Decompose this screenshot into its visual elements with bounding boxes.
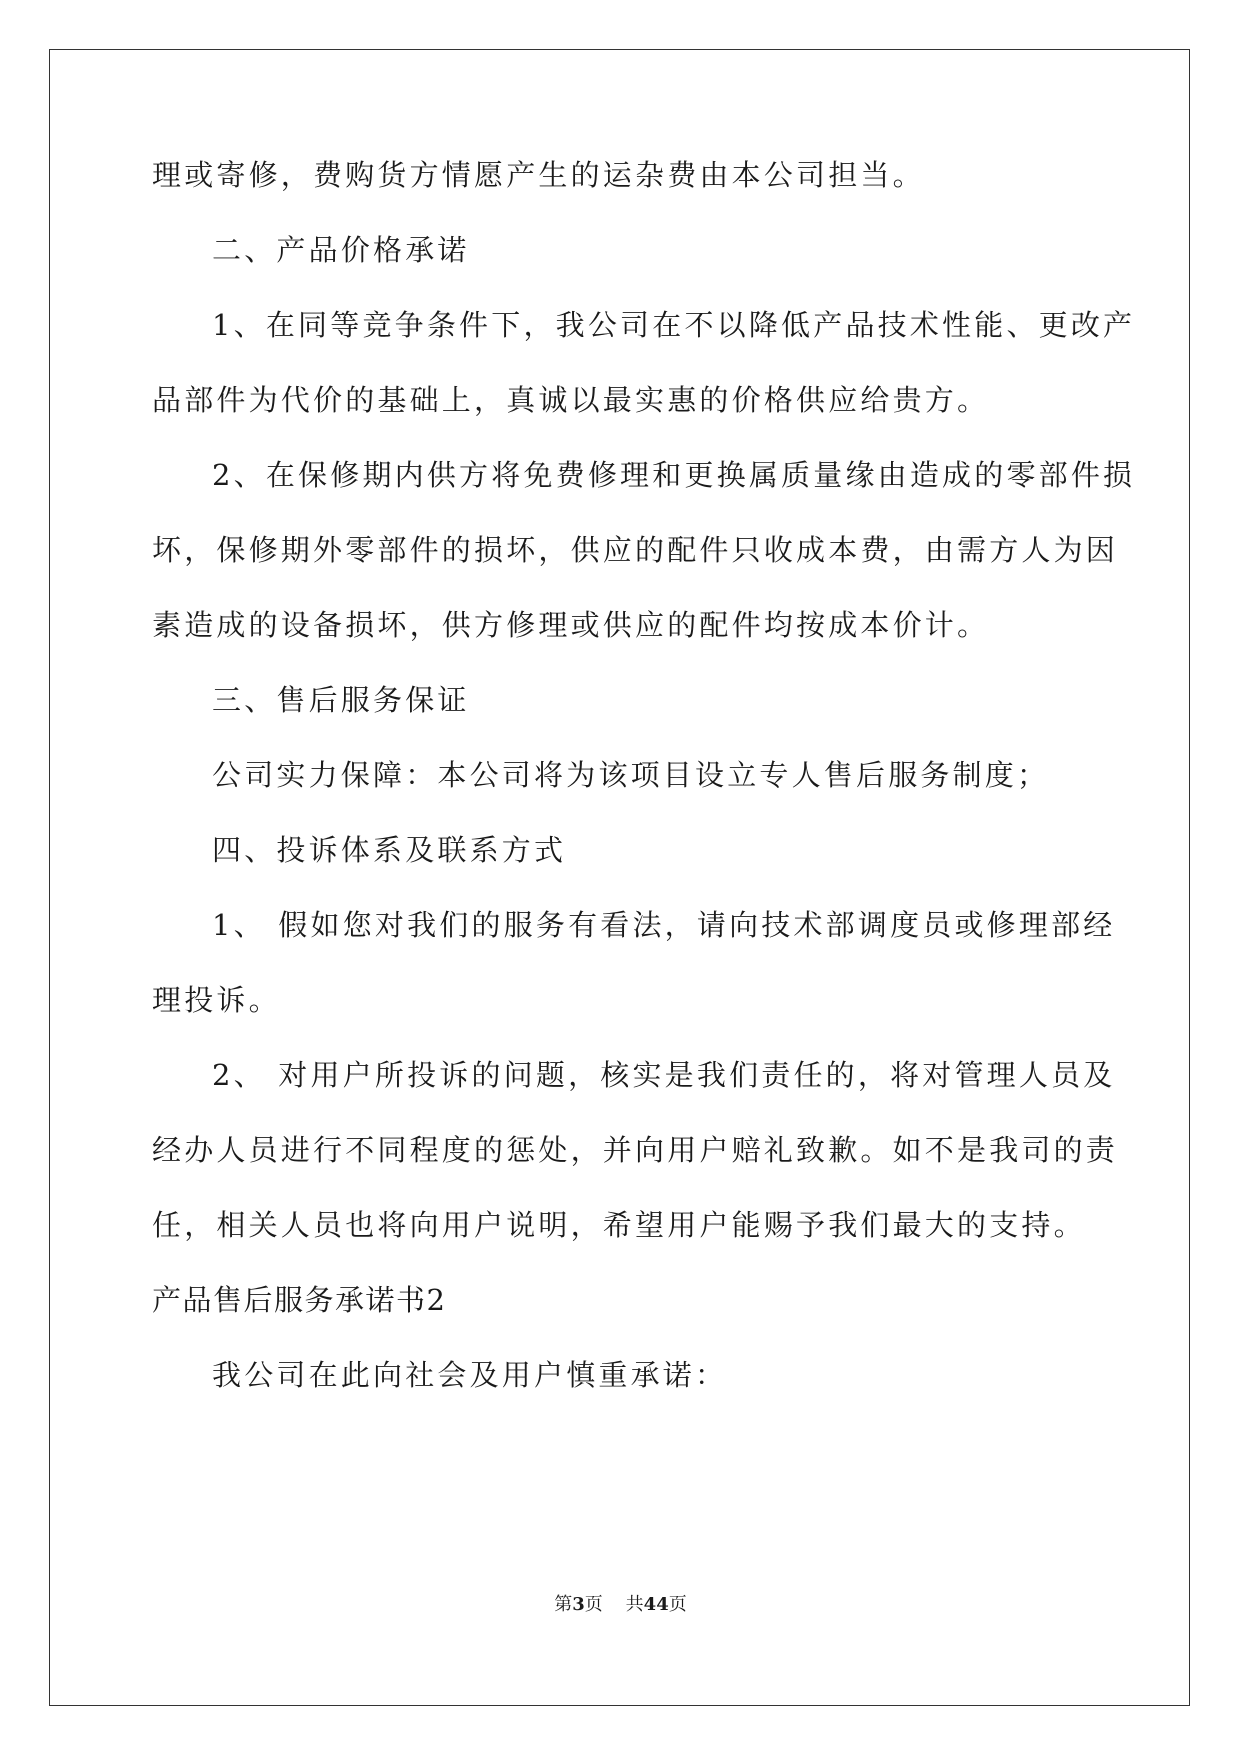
page-label-suffix: 页 [584, 1594, 603, 1615]
paragraph-line: 公司实力保障：本公司将为该项目设立专人售后服务制度； [212, 758, 1050, 792]
paragraph-line: 理或寄修，费购货方情愿产生的运杂费由本公司担当。 [152, 158, 925, 192]
paragraph-line: 坏，保修期外零部件的损坏，供应的配件只收成本费，由需方人为因 [152, 533, 1119, 567]
paragraph-line: 我公司在此向社会及用户慎重承诺： [212, 1358, 728, 1392]
paragraph-line: 素造成的设备损坏，供方修理或供应的配件均按成本价计。 [152, 608, 990, 642]
page-label-prefix: 第 [554, 1594, 573, 1615]
section-heading-complaint: 四、投诉体系及联系方式 [212, 833, 567, 867]
paragraph-line: 任，相关人员也将向用户说明，希望用户能赐予我们最大的支持。 [152, 1208, 1086, 1242]
paragraph-line: 2、在保修期内供方将免费修理和更换属质量缘由造成的零部件损 [212, 458, 1136, 492]
page-footer [0, 1590, 1241, 1616]
section-heading-service: 三、售后服务保证 [212, 683, 470, 717]
total-pages: 44 [643, 1594, 669, 1615]
paragraph-line: 2、 对用户所投诉的问题，核实是我们责任的，将对管理人员及 [212, 1058, 1116, 1092]
paragraph-line: 1、在同等竞争条件下，我公司在不以降低产品技术性能、更改产 [212, 308, 1136, 342]
section-heading-price: 二、产品价格承诺 [212, 233, 470, 267]
paragraph-line: 经办人员进行不同程度的惩处，并向用户赔礼致歉。如不是我司的责 [152, 1133, 1119, 1167]
page-number: 3 [572, 1594, 585, 1615]
total-label-suffix: 页 [668, 1594, 687, 1615]
total-label-prefix: 共 [625, 1594, 644, 1615]
paragraph-line: 理投诉。 [152, 983, 281, 1017]
paragraph-line: 品部件为代价的基础上，真诚以最实惠的价格供应给贵方。 [152, 383, 990, 417]
page-border [49, 49, 1190, 1706]
paragraph-line: 1、 假如您对我们的服务有看法，请向技术部调度员或修理部经 [212, 908, 1116, 942]
document-title: 产品售后服务承诺书2 [152, 1283, 447, 1317]
